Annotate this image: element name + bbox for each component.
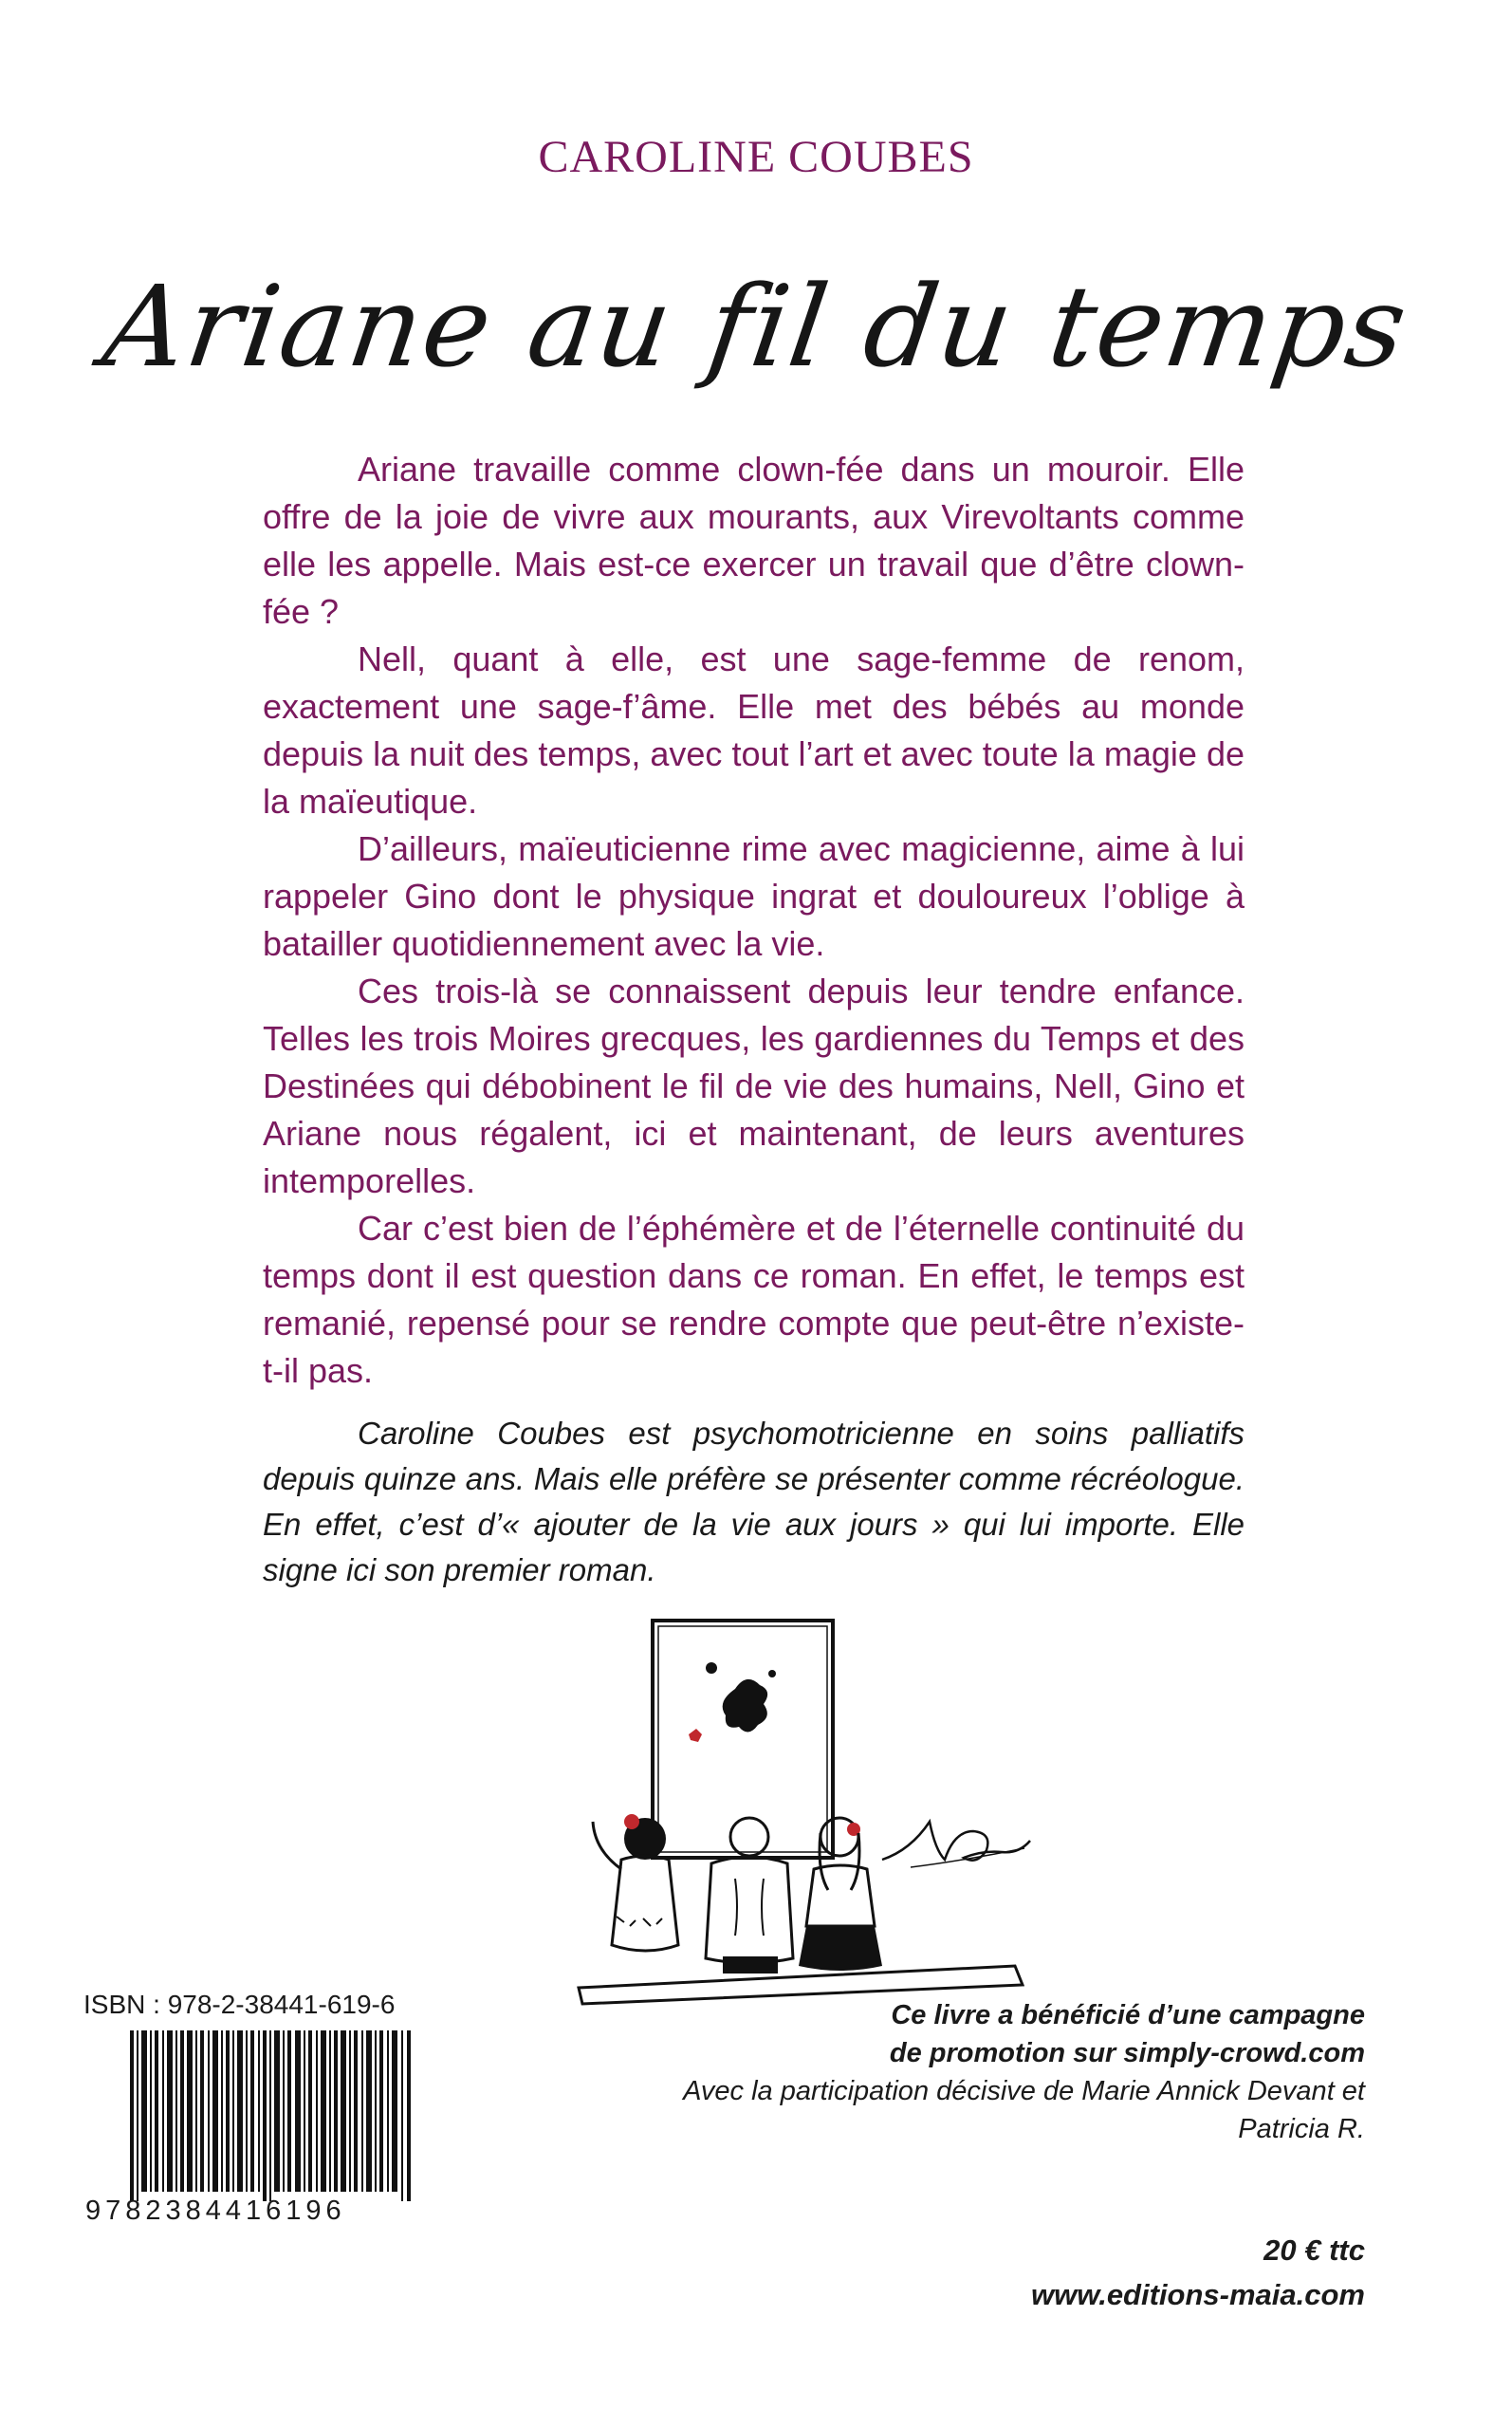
promotion-line: Ce livre a bénéficié d’une campagne — [891, 2000, 1365, 2030]
middle-figure-head — [730, 1818, 768, 1856]
painting-small-blot — [768, 1670, 776, 1677]
painting-ink-blot — [723, 1679, 768, 1733]
synopsis-paragraph: Nell, quant à elle, est une sage-femme de renom, exactement une sage-f’âme. Elle met des bébés au monde depuis la nuit des temps, avec tout l’art et avec toute la magie de la maïeutique. — [263, 639, 1245, 821]
signature-stroke — [882, 1822, 1030, 1861]
isbn: ISBN : 978-2-38441-619-6 — [83, 1990, 396, 2019]
painting-frame — [653, 1621, 833, 1858]
right-figure-body — [806, 1865, 875, 1926]
artist-signature — [873, 1793, 1053, 1879]
author-bio — [263, 1411, 1245, 1593]
synopsis — [263, 446, 1245, 1395]
left-figure-body — [612, 1856, 678, 1951]
synopsis-paragraph: Car c’est bien de l’éphémère et de l’éternelle continuité du temps dont il est question dans ce roman. En effet, le temps est remanié, repensé pour se rendre compte que peut-être n’existe-t-il pas. — [263, 1209, 1245, 1390]
participation-line: Avec la participation décisive de Marie Annick Devant et — [683, 2076, 1365, 2106]
painting-small-blot — [706, 1662, 717, 1674]
synopsis-paragraph: Ces trois-là se connaissent depuis leur tendre enfance. Telles les trois Moires grecques, les gardiennes du Temps et des Destinées qui débobinent le fil de vie des humains, Nell, Gino et Ariane nous régalent, ici et maintenant, de leurs aventures intemporelles. — [263, 972, 1245, 1200]
book-title: Ariane au fil du temps — [96, 261, 1416, 392]
right-figure-hair — [820, 1833, 859, 1890]
middle-figure-fold — [735, 1879, 764, 1936]
publisher-website: www.editions-maia.com — [1031, 2278, 1365, 2311]
price: 20 € ttc — [1263, 2233, 1365, 2267]
author-name: CAROLINE COUBES — [538, 132, 974, 182]
barcode-bars — [130, 2030, 411, 2201]
synopsis-paragraph: Ariane travaille comme clown-fée dans un mouroir. Elle offre de la joie de vivre aux mourants, aux Virevoltants comme elle les appelle. Mais est-ce exercer un travail que d’être clown-fée ? — [263, 450, 1245, 631]
barcode — [130, 2030, 415, 2281]
left-figure-arm — [593, 1822, 621, 1869]
price-block — [1031, 2228, 1365, 2317]
left-figure-bow — [624, 1814, 639, 1829]
middle-figure-pants — [723, 1956, 778, 1974]
signature-underline — [911, 1848, 1024, 1867]
barcode-digits: 9782384416196 — [85, 2196, 346, 2226]
author-bio-text: Caroline Coubes est psychomotricienne en soins palliatifs depuis quinze ans. Mais elle préfère se présenter comme récréologue. En effet, c’est d’« ajouter de la vie aux jours » qui lui importe. Elle signe ici son premier roman. — [263, 1416, 1245, 1587]
middle-figure-body — [706, 1857, 793, 1963]
participation-line: Patricia R. — [1238, 2114, 1365, 2144]
synopsis-paragraph: D’ailleurs, maïeuticienne rime avec magicienne, aime à lui rappeler Gino dont le physique ingrat et douloureux l’oblige à batailler quotidiennement avec la vie. — [263, 829, 1245, 963]
painting-red-splash — [689, 1729, 702, 1742]
right-figure-skirt — [799, 1926, 882, 1971]
left-figure-skirt-pattern — [617, 1917, 662, 1926]
promotion-notice — [682, 1996, 1365, 2148]
promotion-line: de promotion sur simply-crowd.com — [889, 2038, 1365, 2068]
